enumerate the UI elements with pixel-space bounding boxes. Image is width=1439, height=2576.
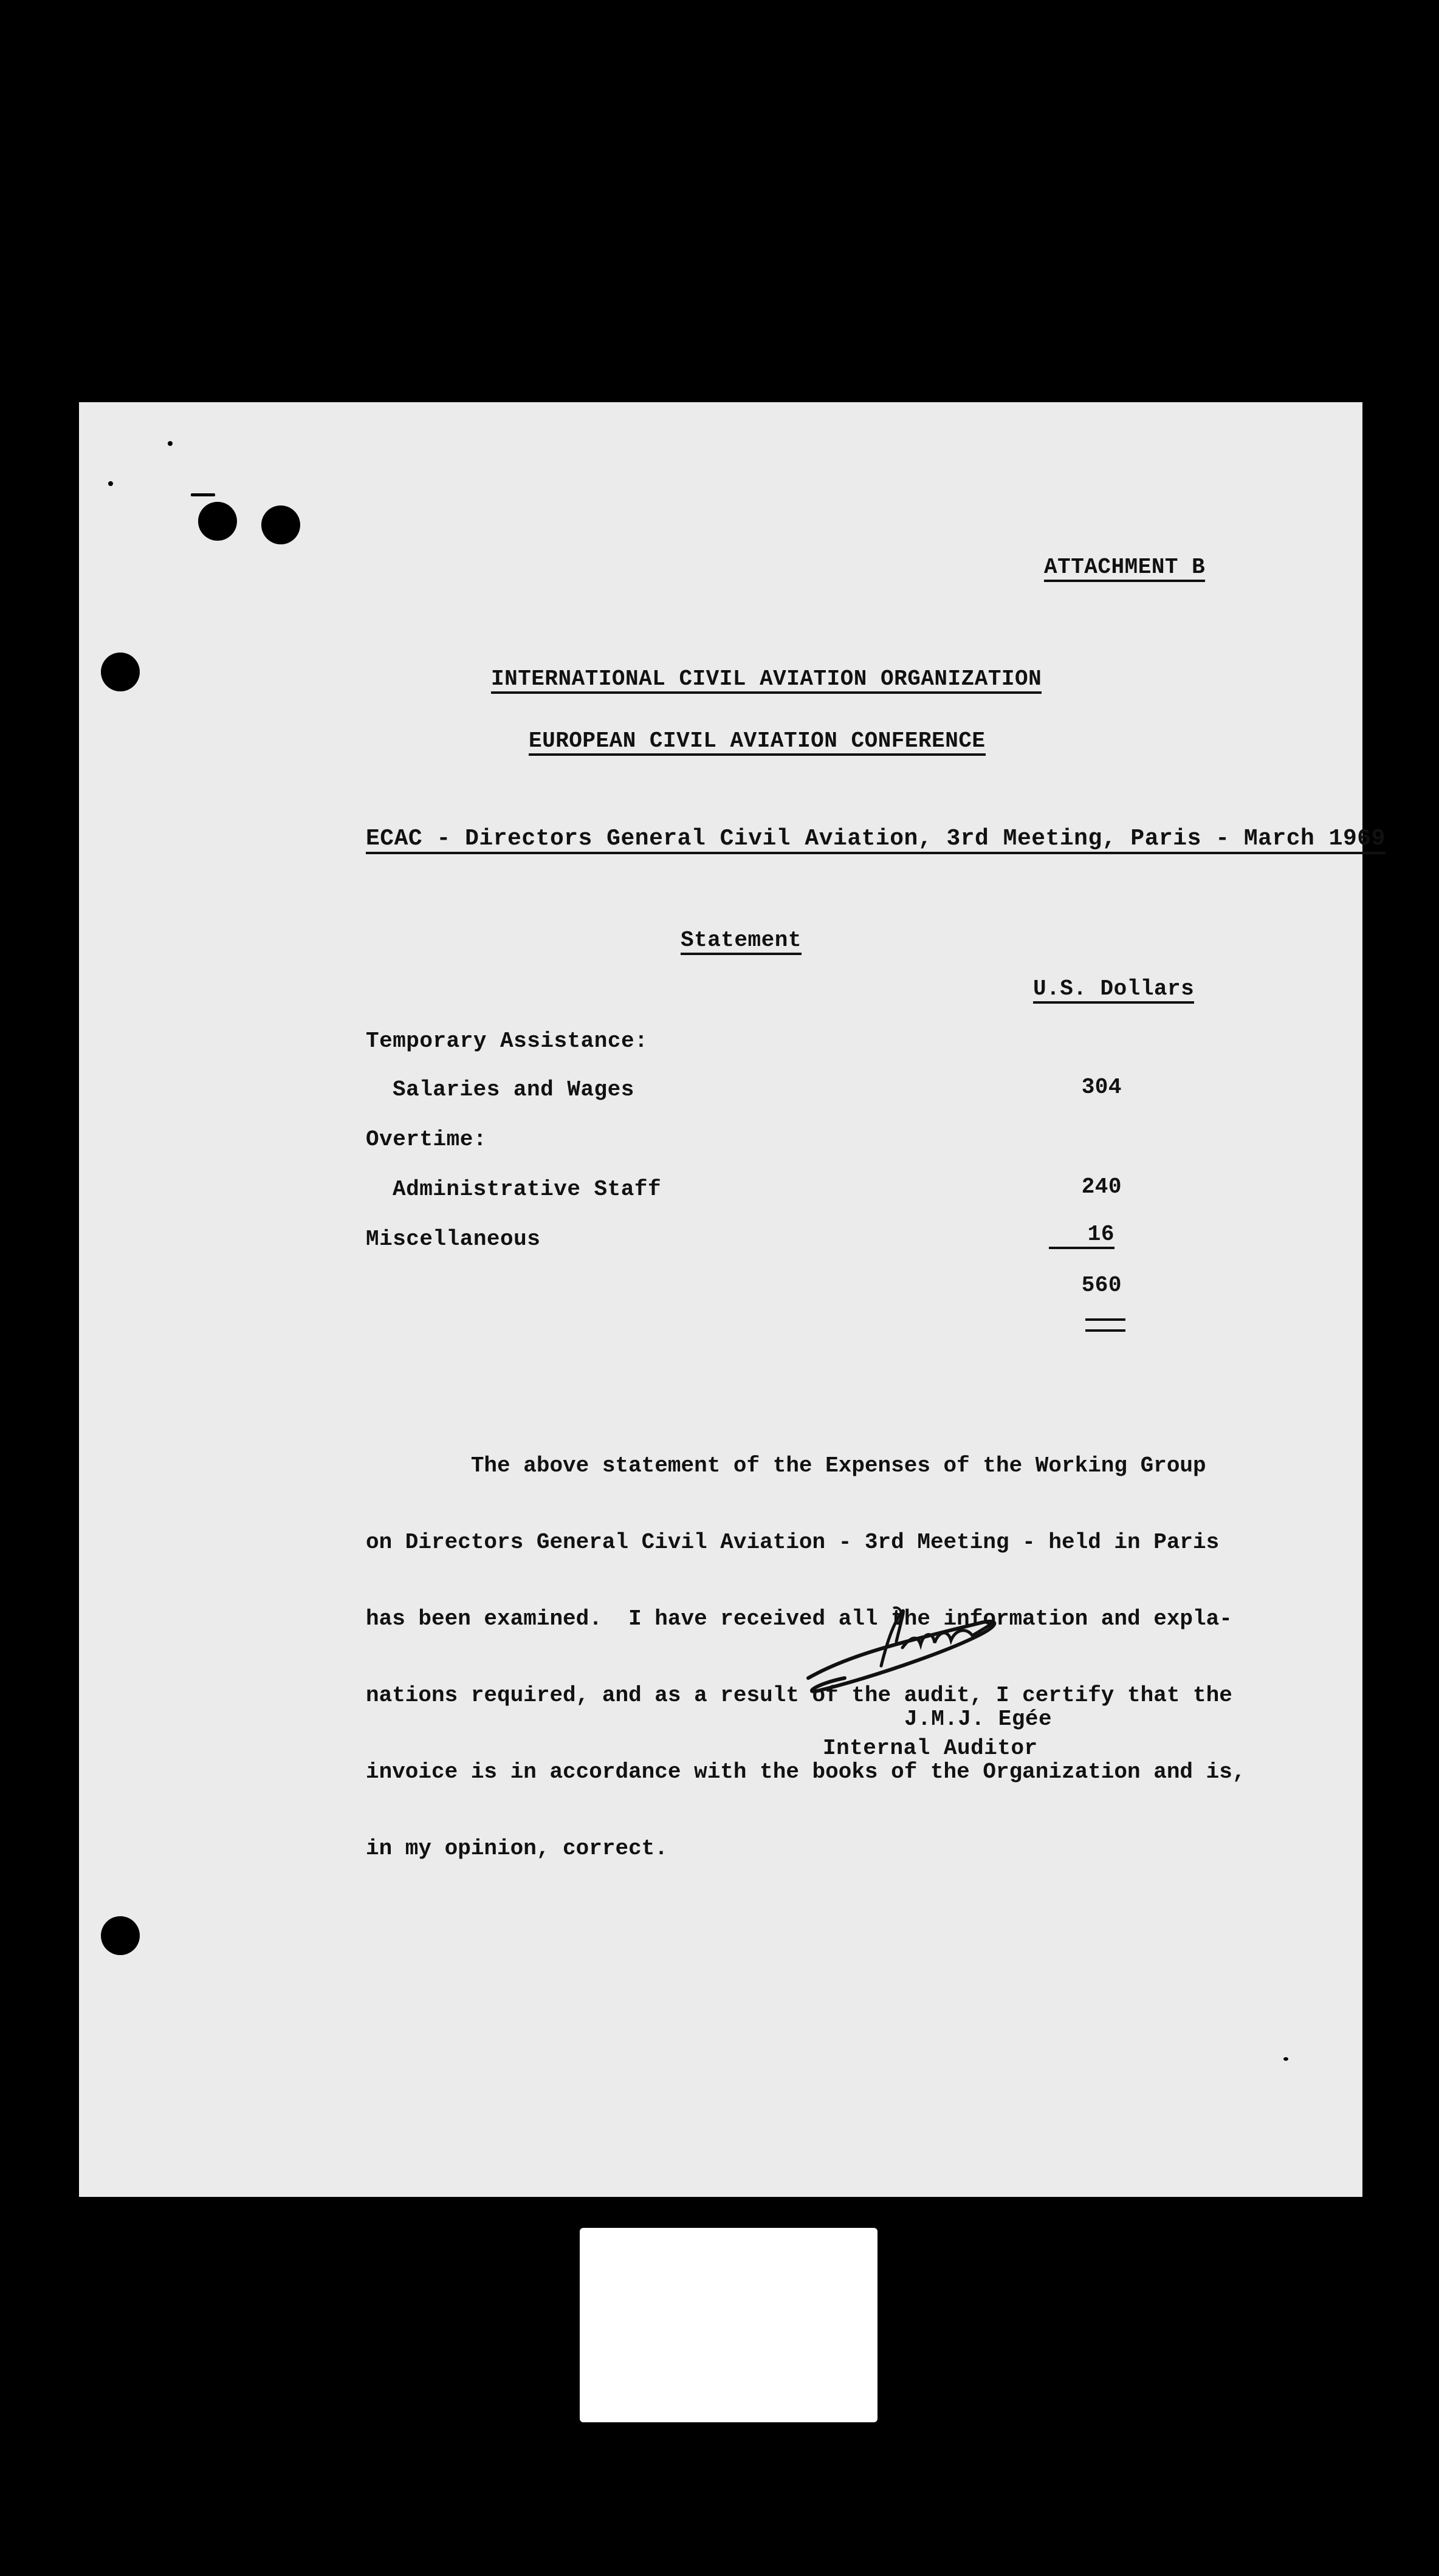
paragraph-line: on Directors General Civil Aviation - 3rd Meeting - held in Paris bbox=[366, 1530, 1220, 1555]
speck bbox=[168, 441, 173, 446]
punch-hole bbox=[261, 505, 300, 544]
paragraph-line: The above statement of the Expenses of the Working Group bbox=[366, 1453, 1206, 1478]
paragraph-line: has been examined. I have received all the information and expla- bbox=[366, 1606, 1232, 1631]
punch-hole bbox=[198, 502, 237, 541]
signatory-title: Internal Auditor bbox=[823, 1736, 1038, 1761]
meeting-title: ECAC - Directors General Civil Aviation, 3rd Meeting, Paris - March 1969 bbox=[366, 827, 1386, 854]
total-double-rule bbox=[1085, 1318, 1125, 1332]
organization-title: INTERNATIONAL CIVIL AVIATION ORGANIZATION bbox=[491, 668, 1042, 694]
row-label: Administrative Staff bbox=[393, 1177, 662, 1202]
row-label: Salaries and Wages bbox=[393, 1077, 634, 1102]
speck bbox=[1283, 2057, 1288, 2061]
row-label: Miscellaneous bbox=[366, 1227, 541, 1252]
row-amount: 16 bbox=[1049, 1224, 1114, 1249]
row-label: Overtime: bbox=[366, 1127, 487, 1152]
paragraph-line: in my opinion, correct. bbox=[366, 1836, 668, 1861]
signatory-name: J.M.J. Egée bbox=[904, 1707, 1053, 1732]
punch-hole bbox=[101, 1916, 140, 1955]
attachment-label: ATTACHMENT B bbox=[1044, 557, 1205, 582]
statement-heading: Statement bbox=[681, 930, 802, 955]
handwritten-signature bbox=[796, 1587, 1027, 1708]
document-page bbox=[79, 402, 1386, 2197]
row-amount: 240 bbox=[1081, 1174, 1122, 1199]
currency-heading: U.S. Dollars bbox=[1033, 978, 1194, 1004]
paragraph-line: invoice is in accordance with the books of the Organization and is, bbox=[366, 1759, 1246, 1784]
speck bbox=[191, 493, 215, 496]
conference-title: EUROPEAN CIVIL AVIATION CONFERENCE bbox=[529, 730, 986, 756]
punch-hole bbox=[101, 653, 140, 691]
speck bbox=[108, 481, 113, 486]
paragraph-line: nations required, and as a result of the audit, I certify that the bbox=[366, 1683, 1232, 1708]
row-amount: 304 bbox=[1081, 1075, 1122, 1100]
blank-card bbox=[580, 2228, 877, 2422]
total-amount: 560 bbox=[1081, 1273, 1122, 1298]
row-label: Temporary Assistance: bbox=[366, 1029, 648, 1053]
